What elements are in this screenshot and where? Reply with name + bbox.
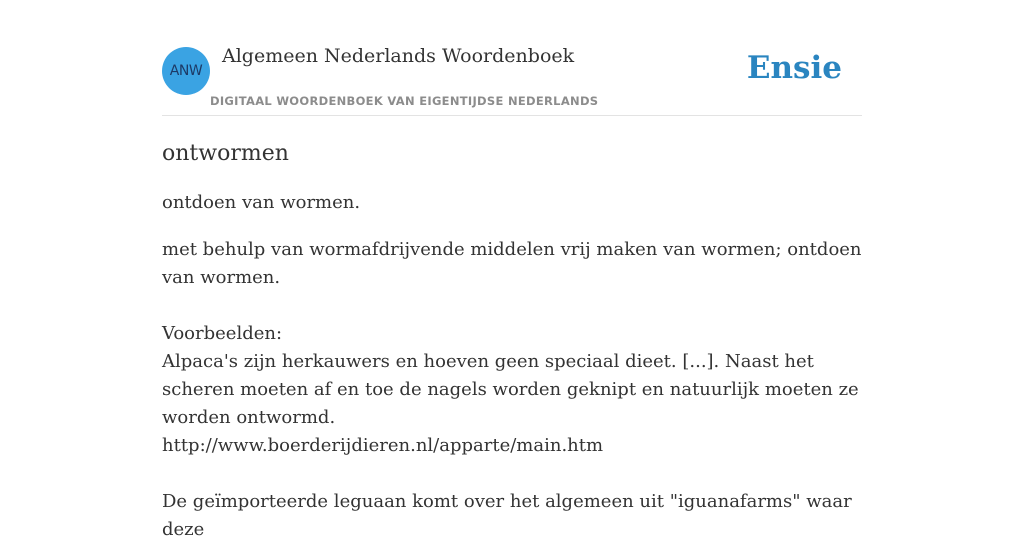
example-1-source-link[interactable]: http://www.boerderijdieren.nl/apparte/main.htm: [162, 435, 604, 456]
example-1-text: Alpaca's zijn herkauwers en hoeven geen speciaal dieet. [...]. Naast het scheren moeten af en toe de nagels worden geknipt en natuurlijk moeten ze worden ontwormd.: [162, 351, 859, 428]
site-header: [162, 0, 862, 116]
example-2-text: De geïmporteerde leguaan komt over het algemeen uit "iguanafarms" waar deze: [162, 491, 852, 540]
spacer: [162, 460, 862, 488]
entry-content: [162, 140, 862, 544]
main-container: [162, 0, 862, 544]
site-title[interactable]: Algemeen Nederlands Woordenboek: [222, 45, 575, 67]
long-definition-block: [162, 236, 862, 544]
anw-logo[interactable]: ANW: [162, 47, 210, 95]
examples-label: Voorbeelden:: [162, 323, 283, 344]
long-definition: met behulp van wormafdrijvende middelen vrij maken van wormen; ontdoen van wormen.: [162, 239, 862, 288]
spacer: [162, 292, 862, 320]
short-definition: ontdoen van wormen.: [162, 192, 361, 213]
ensie-brand-link[interactable]: Ensie: [746, 50, 842, 86]
entry-headword: ontwormen: [162, 141, 289, 166]
site-subtitle: DIGITAAL WOORDENBOEK VAN EIGENTIJDSE NEDERLANDS: [210, 94, 599, 108]
